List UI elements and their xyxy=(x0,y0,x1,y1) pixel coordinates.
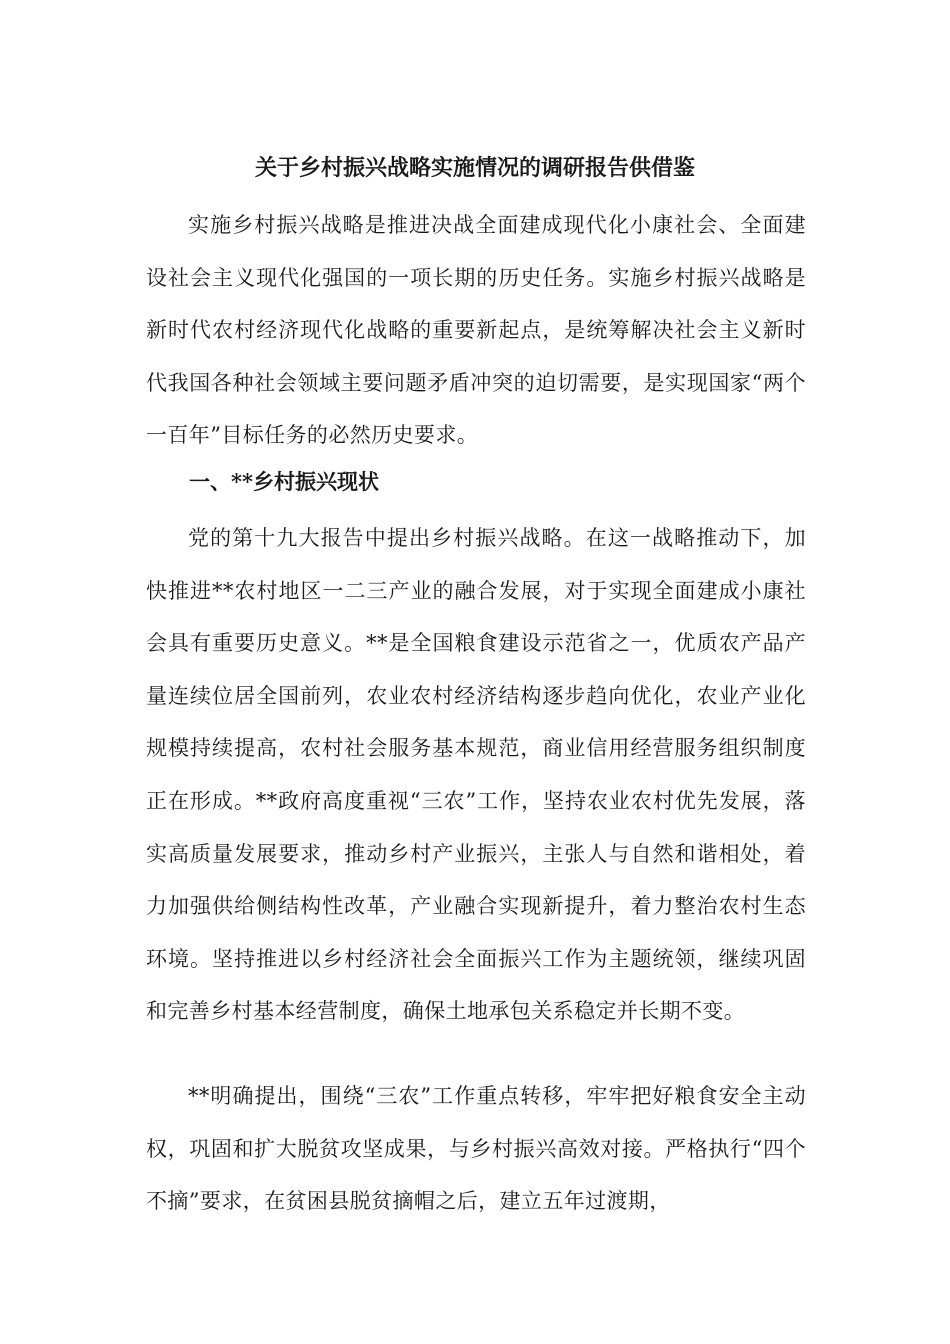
body-paragraph: **明确提出，围绕“三农”工作重点转移，牢牢把好粮食安全主动权，巩固和扩大脱贫攻坚成果，与乡村振兴高效对接。严格执行“四个不摘”要求，在贫困县脱贫摘帽之后，建立五年过渡期， xyxy=(146,1084,806,1214)
intro-paragraph: 实施乡村振兴战略是推进决战全面建成现代化小康社会、全面建设社会主义现代化强国的一项长期的历史任务。实施乡村振兴战略是新时代农村经济现代化战略的重要新起点，是统筹解决社会主义新时代我国各种社会领域主要问题矛盾冲突的迫切需要，是实现国家“两个一百年”目标任务的必然历史要求。 xyxy=(146,213,806,448)
body-paragraph: 党的第十九大报告中提出乡村振兴战略。在这一战略推动下，加快推进**农村地区一二三产业的融合发展，对于实现全面建成小康社会具有重要历史意义。**是全国粮食建设示范省之一，优质农产品产量连续位居全国前列，农业农村经济结构逐步趋向优化，农业产业化规模持续提高，农村社会服务基本规范，商业信用经营服务组织制度正在形成。**政府高度重视“三农”工作，坚持农业农村优先发展，落实高质量发展要求，推动乡村产业振兴，主张人与自然和谐相处，着力加强供给侧结构性改革，产业融合实现新提升，着力整治农村生态环境。坚持推进以乡村经济社会全面振兴工作为主题统领，继续巩固和完善乡村基本经营制度，确保土地承包关系稳定并长期不变。 xyxy=(146,526,806,1024)
section-heading: 一、**乡村振兴现状 xyxy=(189,469,379,494)
document-title: 关于乡村振兴战略实施情况的调研报告供借鉴 xyxy=(254,155,695,181)
